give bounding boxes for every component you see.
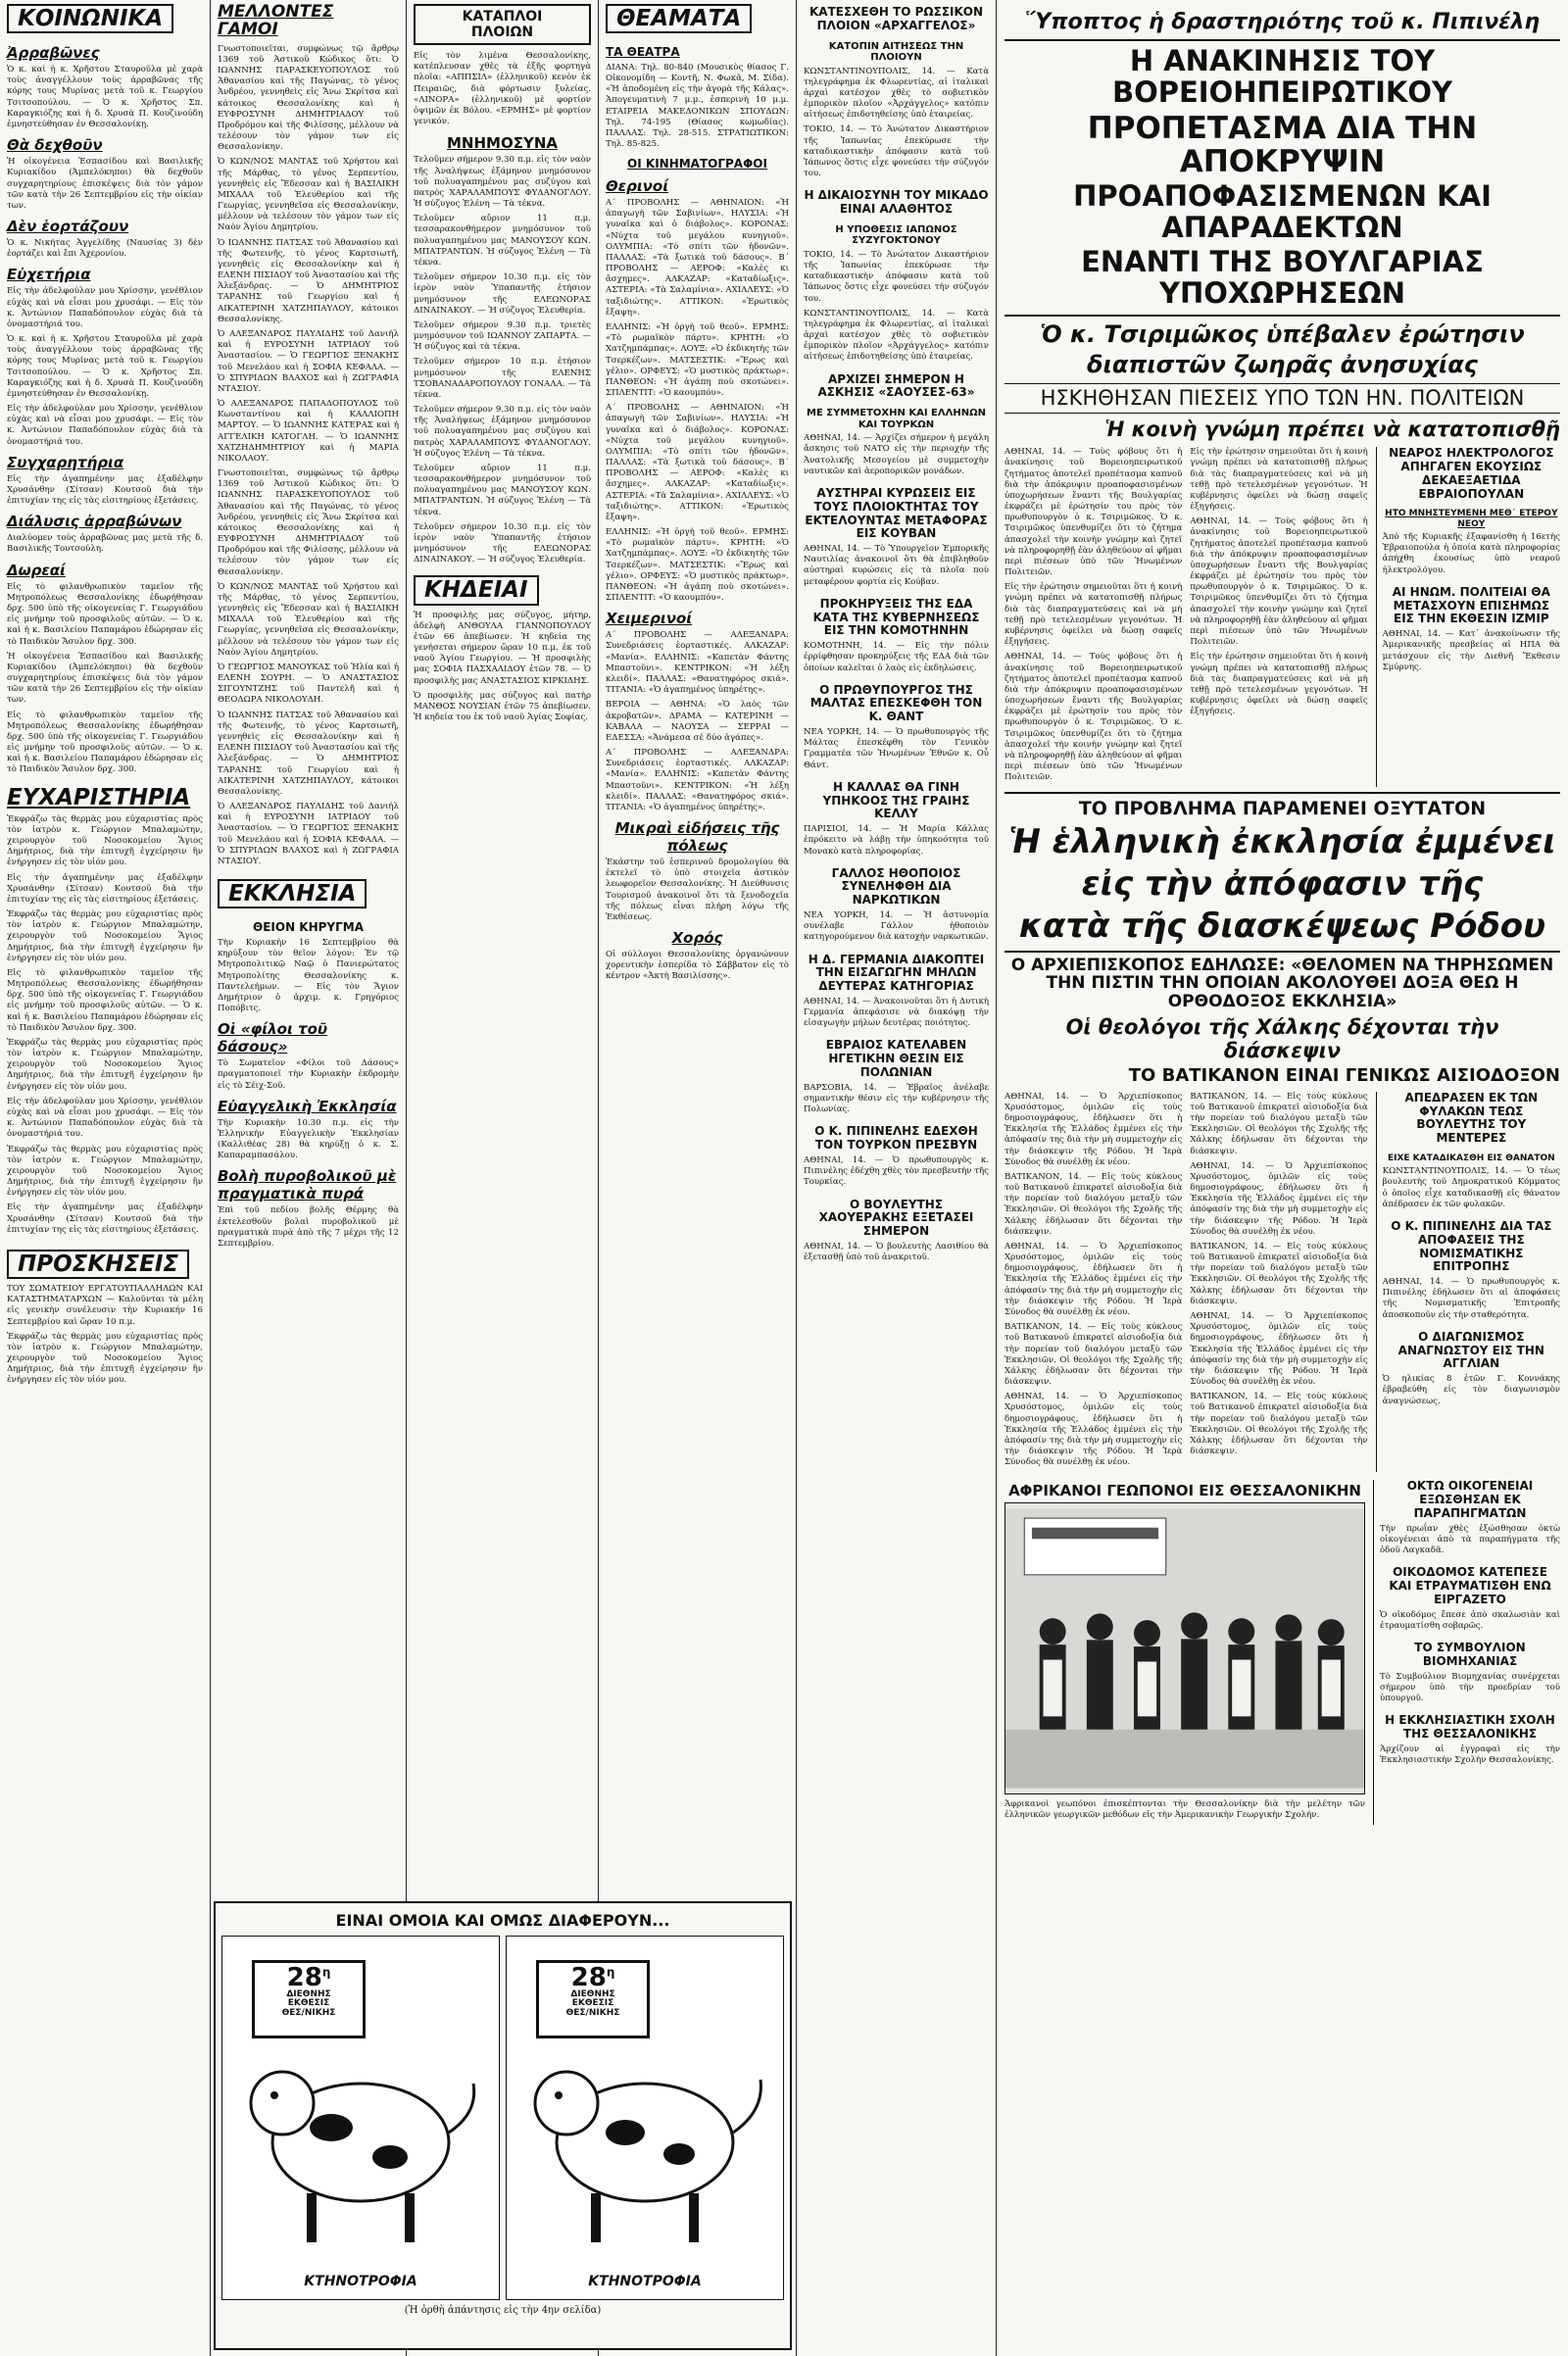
church-body-left xyxy=(1004,1092,1182,1473)
city-news-text: Ἐκάστην τοῦ ἑσπερινοῦ δρομολογίου θὰ ἐκτελεῖ τὸ ὑπὸ στοιχεῖα ἀστικὸν λεωφορεῖον Θεσσαλονίκης. Ἡ Διεύθυνσις Τουρισμοῦ ἀνακοινοῖ ὅτι τὰ ξενοδοχεῖα τῆς πόλεως εἶναι πλήρη λόγω τῆς Ἐκθέσεως. xyxy=(606,858,789,922)
church-headline-line: Ἡ ἑλληνικὴ ἐκκλησία ἐμμένει xyxy=(1008,822,1556,862)
fair-badge-number: $28^\eta$ xyxy=(570,1962,615,1992)
church-body-text: ΑΘΗΝΑΙ, 14. — Ὁ Ἀρχιεπίσκοπος Χρυσόστομος, ὁμιλῶν εἰς τοὺς δημοσιογράφους, ἐδήλωσεν ὅτι ἡ Ἐκκλησία τῆς Ἑλλάδος ἐμμένει εἰς τὴν ἀπόφασίν της διὰ τὴν μὴ συμμετοχὴν εἰς τὴν διάσκεψιν τῆς Ρόδου. Ἡ Ἱερὰ Σύνοδος θὰ συνέλθῃ ἐκ νέου. xyxy=(1004,1392,1183,1468)
dance-text: Οἱ σύλλογοι Θεσσαλονίκης ὀργανώνουν χορευτικὴν ἑσπερίδα τὸ Σάββατον εἰς τὸ κέντρον «Ἀκτὴ Βασιλίσσης». xyxy=(606,950,789,982)
winter-cinemas-heading: Χειμερινοί xyxy=(606,610,693,628)
wishes-text: Εἰς τὴν ἀδελφούλαν μου Χρίσσην, γενέθλιον εὐχὰς καὶ νὰ εἶσαι μου χρυσάφι. — Εἰς τὸν κ. Ἀντώνιον Παπαδόπουλον εὐχὰς διὰ τὰ ὀνομαστήριά του. xyxy=(7,286,203,329)
summer-cinemas-text: Α΄ ΠΡΟΒΟΛΗΣ — ΑΘΗΝΑΙΟΝ: «Ἡ ἀπαγωγὴ τῶν Σαβινίων». ΗΛΥΣΙΑ: «Ἡ γυναῖκα καὶ ὁ διάβολος». ΚΟΡΟΝΑΣ: «Νύχτα τοῦ μεγάλου κυνηγιοῦ». ΟΛΥΜΠΙΑ: «Τὸ σπίτι τῶν ἠδονῶν». ΠΑΛΛΑΣ: «Τὰ ξωτικὰ τοῦ δάσους». Β΄ ΠΡΟΒΟΛΗΣ — ΑΕΡΟΦ: «Καλὲς κι ἄσχημες». ΑΛΚΑΖΑΡ: «Καταδίωξις». ΑΣΤΕΡΙΑ: «Τὰ Σαλαμίνια». ΑΧΙΛΛΕΥΣ: «Ὁ ταξιδιώτης». ΑΤΤΙΚΟΝ: «Ἐρωτικὸς ἔξαψη». xyxy=(606,403,789,522)
headline: Η Δ. ΓΕΡΜΑΝΙΑ ΔΙΑΚΟΠΤΕΙ ΤΗΝ ΕΙΣΑΓΩΓΗΝ ΜΗΛΩΝ ΔΕΥΤΕΡΑΣ ΚΑΤΗΓΟΡΙΑΣ xyxy=(808,952,985,994)
side-text: Ἀρχίζουν αἱ ἐγγραφαὶ εἰς τὴν Ἐκκλησιαστικὴν Σχολὴν Θεσσαλονίκης. xyxy=(1380,1743,1560,1765)
weddings-text: Ὁ ΚΩΝ/ΝΟΣ ΜΑΝΤΑΣ τοῦ Χρήστου καὶ τῆς Μάρθας, τὸ γένος Σερπεντίου, γεννηθεὶς εἰς Ἔδεσσαν καὶ ἡ ΒΑΣΙΛΙΚΗ ΜΙΧΑΛΑ τοῦ Ἐλευθερίου καὶ τῆς Γεωργίας, γεννηθεῖσα εἰς Θεσσαλονίκην, μέλλουν νὰ τελέσουν τὸν γάμον των εἰς Ναὸν Ἁγίου Δημητρίου. xyxy=(218,581,399,658)
friends-text: Τὸ Σωματεῖον «Φίλοι τοῦ Δάσους» πραγματοποιεῖ τὴν Κυριακὴν ἐκδρομὴν εἰς τὸ Σέιχ-Σοῦ. xyxy=(218,1058,399,1091)
wishes-text: Εἰς τὴν ἀδελφούλαν μου Χρίσσην, γενέθλιον εὐχὰς καὶ νὰ εἶσαι μου χρυσάφι. — Εἰς τὸν κ. Ἀντώνιον Παπαδόπουλον εὐχὰς διὰ τὰ ὀνομαστήριά του. xyxy=(7,404,203,447)
headline: Ο Κ. ΠΙΠΙΝΕΛΗΣ ΕΔΕΧΘΗ ΤΟΝ ΤΟΥΡΚΟΝ ΠΡΕΣΒΥΝ xyxy=(814,1124,978,1153)
thanks-text: Εἰς τὸ φιλανθρωπικὸν ταμεῖον τῆς Μητροπόλεως Θεσσαλονίκης ἐδωρήθησαν δρχ. 500 ὑπὸ τῆς οἰκογενείας Γ. Γεωργιάδου εἰς μνήμην τοῦ προσφιλοῦς αὐτῶν. — Ὁ κ. καὶ ἡ κ. Βασιλείου Παπαμάρου ἐδώρησαν εἰς τὸ Παιδικὸν Ἄσυλον δρχ. 300. xyxy=(7,967,203,1033)
lead-body-middle xyxy=(1190,447,1367,787)
lead-subheadline: ΗΣΚΗΘΗΣΑΝ ΠΙΕΣΕΙΣ ΥΠΟ ΤΩΝ ΗΝ. ΠΟΛΙΤΕΙΩΝ xyxy=(1004,383,1560,414)
lead-body-text: ΑΘΗΝΑΙ, 14. — Τοὺς φόβους ὅτι ἡ ἀνακίνησις τοῦ Βορειοηπειρωτικοῦ ζητήματος ἀποτελεῖ προπέτασμα καπνοῦ διὰ τὴν ἀπόκρυψιν προαποφασισμένων ὑποχωρήσεων ἔναντι τῆς Βουλγαρίας ἐκφράζει μὲ ἐρώτησίν του πρὸς τὸν πρωθυπουργὸν ὁ κ. Τσιριμῶκος. Ὁ κ. Τσιριμῶκος ὑπενθυμίζει ὅτι τὸ ζήτημα ἀπασχολεῖ τὴν κοινὴν γνώμην καὶ ζητεῖ νὰ πληροφορηθῇ ἐὰν ἀληθεύουν αἱ φῆμαι περὶ πιέσεων ὑπὸ τῶν Ἡνωμένων Πολιτειῶν. xyxy=(1004,652,1183,783)
shooting-heading: Βολὴ πυροβολικοῦ μὲ πραγματικὰ πυρά xyxy=(218,1167,397,1203)
memorial-heading: ΜΝΗΜΟΣΥΝΑ xyxy=(447,134,558,153)
side-headline: Ο Κ. ΠΙΠΙΝΕΛΗΣ ΔΙΑ ΤΑΣ ΑΠΟΦΑΣΕΙΣ ΤΗΣ ΝΟΜΙΣΜΑΤΙΚΗΣ ΕΠΙΤΡΟΠΗΣ xyxy=(1391,1218,1552,1274)
breakup-heading: Διάλυσις ἀρραβώνων xyxy=(7,513,182,531)
weddings-text: Ὁ ΙΩΑΝΝΗΣ ΠΑΤΣΑΣ τοῦ Ἀθανασίου καὶ τῆς Φωτεινῆς, τὸ γένος Καρτσιωτῆ, γεννηθεὶς εἰς Θεσσαλονίκην καὶ ἡ ΕΛΕΝΗ ΠΙΣΙΔΟΥ τοῦ Ἀναστασίου καὶ τῆς Ἀλεξάνδρας. — Ὁ ΔΗΜΗΤΡΙΟΣ ΤΑΡΑΝΗΣ τοῦ Γεωργίου καὶ ἡ ΑΙΚΑΤΕΡΙΝΗ ΧΑΤΖΗΠΑΥΛΟΥ, κάτοικοι Θεσσαλονίκης. xyxy=(218,710,399,797)
fair-badge-line: ΔΙΕΘΝΗΣ xyxy=(570,1988,615,1999)
summer-cinemas-text: Α΄ ΠΡΟΒΟΛΗΣ — ΑΘΗΝΑΙΟΝ: «Ἡ ἀπαγωγὴ τῶν Σαβινίων». ΗΛΥΣΙΑ: «Ἡ γυναῖκα καὶ ὁ διάβολος». ΚΟΡΟΝΑΣ: «Νύχτα τοῦ μεγάλου κυνηγιοῦ». ΟΛΥΜΠΙΑ: «Τὸ σπίτι τῶν ἠδονῶν». ΠΑΛΛΑΣ: «Τὰ ξωτικὰ τοῦ δάσους». Β΄ ΠΡΟΒΟΛΗΣ — ΑΕΡΟΦ: «Καλὲς κι ἄσχημες». ΑΛΚΑΖΑΡ: «Καταδίωξις». ΑΣΤΕΡΙΑ: «Τὰ Σαλαμίνια». ΑΧΙΛΛΕΥΣ: «Ὁ ταξιδιώτης». ΑΤΤΙΚΟΝ: «Ἐρωτικὸς ἔξαψη». xyxy=(606,198,789,318)
column-social xyxy=(0,0,210,2356)
photo-caption: Ἀφρικανοὶ γεωπόνοι ἐπισκέπτονται τὴν Θεσσαλονίκην διὰ τὴν μελέτην τῶν ἑλληνικῶν γεωργικῶν μεθόδων εἰς τὴν Ἀμερικανικὴν Γεωργικὴν Σχολήν. xyxy=(1004,1798,1365,1821)
section-title-funerals: ΚΗΔΕΙΑΙ xyxy=(414,575,539,605)
lead-headline-line: Η ΑΝΑΚΙΝΗΣΙΣ ΤΟΥ ΒΟΡΕΙΟΗΠΕΙΡΩΤΙΚΟΥ xyxy=(1111,44,1452,110)
article-text: ΠΑΡΙΣΙΟΙ, 14. — Ἡ Μαρία Κάλλας ἐπρόκειτο νὰ λάβῃ τὴν ὑπηκοότητα τοῦ Μονακὸ κατὰ πληροφορίας. xyxy=(804,824,989,857)
congrats-heading: Συγχαρητήρια xyxy=(7,453,124,471)
memorial-text: Τελοῦμεν αὔριον 11 π.μ. τεσσαρακονθήμερον μνημόσυνον τοῦ πολυαγαπημένου μας ΜΑΝΟΥΣΟΥ ΚΩΝ. ΜΠΑΤΡΑΝΤΩΝ. Ἡ σύζυγος Ἑλένη — Τὰ τέκνα. xyxy=(414,214,591,268)
memorial-text: Τελοῦμεν σήμερον 10.30 π.μ. εἰς τὸν ἱερὸν ναὸν Ὑπαπαντῆς ἐτήσιον μνημόσυνον τῆς ΕΛΕΩΝΟΡΑΣ ΔΙΝΑΙΝΑΚΟΥ. — Ἡ σύζυγος Ἐλευθερία. xyxy=(414,272,591,316)
memorial-text: Τελοῦμεν σήμερον 10 π.μ. ἐτήσιον μνημόσυνον τῆς ΕΛΕΝΗΣ ΤΣΟΒΑΝΑΔΑΡΟΠΟΥΛΟΥ ΓΟΝΑΛΑ. — Τὰ τέκνα. xyxy=(414,357,591,400)
photo-story xyxy=(1004,1480,1365,1825)
side-text: ΑΘΗΝΑΙ, 14. — Κατ᾽ ἀνακοίνωσιν τῆς Ἀμερικανικῆς πρεσβείας αἱ ΗΠΑ θὰ μετάσχουν εἰς τὴν Διεθνῆ Ἔκθεσιν Σμύρνης. xyxy=(1382,629,1560,672)
thanks-text: Ἐκφράζω τὰς θερμὰς μου εὐχαριστίας πρὸς τὸν ἰατρὸν κ. Γεώργιον Μπαλαμώτην, χειρουργὸν τοῦ Νοσοκομείου Ἅγιος Δημήτριος, διὰ τὴν ἐπιτυχῆ ἐγχείρησιν ἣν ἐνήργησεν εἰς τὸν υἱόν μου. xyxy=(7,1144,203,1199)
lead-subheadline: Ὁ κ. Τσιριμῶκος ὑπέβαλεν ἐρώτησιν xyxy=(1040,319,1525,348)
headline: Ο ΒΟΥΛΕΥΤΗΣ ΧΑΟΥΕΡΑΚΗΣ ΕΞΕΤΑΣΕΙ ΣΗΜΕΡΟΝ xyxy=(818,1197,974,1239)
side-text: ΑΘΗΝΑΙ, 14. — Ὁ πρωθυπουργὸς κ. Πιπινέλης ἐδήλωσεν ὅτι αἱ ἀποφάσεις τῆς Νομισματικῆς Ἐπιτροπῆς ἀποσκοποῦν εἰς τὴν σταθερότητα. xyxy=(1382,1277,1560,1320)
lead-subheadline: Ἡ κοινὴ γνώμη πρέπει νὰ κατατοπισθῇ xyxy=(1104,417,1560,442)
ship-arrivals-label: ΚΑΤΑΠΛΟΙ xyxy=(462,9,543,25)
divider xyxy=(1004,792,1560,794)
article-text: ΚΩΝΣΤΑΝΤΙΝΟΥΠΟΛΙΣ, 14. — Κατὰ τηλεγράφημα ἐκ Φλωρεντίας, αἱ ἰταλικαὶ ἀρχαὶ κατέσχον χθὲς τὸ σοβιετικὸν ἐμπορικὸν πλοῖον «Ἀρχάγγελος» κατόπιν αἰτήσεως ἐπιδοτηθείσης ὑπὸ ἑταιρείας. xyxy=(804,66,989,121)
lead-headline-line: ΕΝΑΝΤΙ ΤΗΣ ΒΟΥΛΓΑΡΙΑΣ ΥΠΟΧΩΡΗΣΕΩΝ xyxy=(1081,245,1484,310)
dance-heading: Χορός xyxy=(671,929,723,948)
article-text: ΤΟΚΙΟ, 14. — Τὸ Ἀνώτατον Δικαστήριον τῆς Ἰαπωνίας ἐπεκύρωσε τὴν καταδικαστικὴν ἀπόφασιν κατὰ τοῦ Ἰάπωνος ὅστις εἶχε φονεύσει τὴν σύζυγόν του. xyxy=(804,249,989,304)
side-headline: Η ΕΚΚΛΗΣΙΑΣΤΙΚΗ ΣΧΟΛΗ ΤΗΣ ΘΕΣΣΑΛΟΝΙΚΗΣ xyxy=(1385,1713,1555,1741)
fair-badge-line: ΘΕΣ/ΝΙΚΗΣ xyxy=(281,2008,336,2019)
church-subheadline: ΤΟ ΒΑΤΙΚΑΝΟΝ ΕΙΝΑΙ ΓΕΝΙΚΩΣ ΑΙΣΙΟΔΟΞΟΝ xyxy=(1128,1064,1560,1086)
winter-cinemas-text: Α΄ ΠΡΟΒΟΛΗΣ — ΑΛΕΞΑΝΔΡΑ: Συνεδριάσεις ἑορταστικές. ΑΛΚΑΖΑΡ: «Μανία». ΕΛΛΗΝΙΣ: «Καπετὰν Φάντης Μπαστοῦνι». ΚΕΝΤΡΙΚΟΝ: «Ἡ λέξη κλειδί». ΠΑΛΛΑΣ: «Θανατηφόρος σκιά». ΤΙΤΑΝΙΑ: «Ὁ ἀγαπημένος ὑπηρέτης». xyxy=(606,630,789,696)
side-headline: ΟΚΤΩ ΟΙΚΟΓΕΝΕΙΑΙ ΕΞΩΣΘΗΣΑΝ ΕΚ ΠΑΡΑΠΗΓΜΑΤΩΝ xyxy=(1406,1479,1534,1520)
subheadline: Η ΥΠΟΘΕΣΙΣ ΙΑΠΩΝΟΣ ΣΥΖΥΓΟΚΤΟΝΟΥ xyxy=(835,223,957,247)
weddings-text: Γνωστοποιεῖται, συμφώνως τῷ ἄρθρῳ 1369 τοῦ Ἀστικοῦ Κώδικος ὅτι: Ὁ ΙΩΑΝΝΗΣ ΠΑΡΑΣΚΕΥΟΠΟΥΛΟΣ τοῦ Ἀθανασίου καὶ τῆς Παγώνας, τὸ γένος Ἀνδρέου, γεννηθεὶς εἰς Ἄνω Σκρίτσα καὶ κάτοικος Θεσσαλονίκης καὶ ἡ ΕΥΦΡΟΣΥΝΗ ΔΗΜΗΤΡΙΑΔΟΥ τοῦ Προδρόμου καὶ τῆς Φιλίσσης, μέλλουν νὰ τελέσουν τὸν γάμον των εἰς Θεσσαλονίκην. xyxy=(218,43,399,153)
lead-side-boxes xyxy=(1376,447,1560,787)
side-subheadline: ΕΙΧΕ ΚΑΤΑΔΙΚΑΣΘΗ ΕΙΣ ΘΑΝΑΤΟΝ xyxy=(1387,1153,1555,1163)
side-headline: ΑΙ ΗΝΩΜ. ΠΟΛΙΤΕΙΑΙ ΘΑ ΜΕΤΑΣΧΟΥΝ ΕΠΙΣΗΜΩΣ ΕΙΣ ΤΗΝ ΕΚΘΕΣΙΝ ΙΖΜΙΡ xyxy=(1392,584,1550,626)
lead-subheadline: διαπιστῶν ζωηρᾶς ἀνησυχίας xyxy=(1087,351,1478,379)
city-news-heading: Μικραὶ εἰδήσεις τῆς πόλεως xyxy=(614,819,780,856)
announcements-text: Ἐκφράζω τὰς θερμὰς μου εὐχαριστίας πρὸς τὸν ἰατρὸν κ. Γεώργιον Μπαλαμώτην, χειρουργὸν τοῦ Νοσοκομείου Ἅγιος Δημήτριος, διὰ τὴν ἐπιτυχῆ ἐγχείρησιν ἣν ἐνήργησεν εἰς τὸν υἱόν μου. xyxy=(7,1331,203,1386)
article-text: ΤΟΚΙΟ, 14. — Τὸ Ἀνώτατον Δικαστήριον τῆς Ἰαπωνίας ἐπεκύρωσε τὴν καταδικαστικὴν ἀπόφασιν κατὰ τοῦ Ἰάπωνος ὅστις εἶχε φονεύσει τὴν σύζυγόν του. xyxy=(804,124,989,179)
church-body-text: ΒΑΤΙΚΑΝΟΝ, 14. — Εἰς τοὺς κύκλους τοῦ Βατικανοῦ ἐπικρατεῖ αἰσιοδοξία διὰ τὴν πορείαν τοῦ διαλόγου μεταξὺ τῶν Ἐκκλησιῶν. Οἱ θεολόγοι τῆς Σχολῆς τῆς Χάλκης ἐδήλωσαν ὅτι δέχονται τὴν διάσκεψιν. xyxy=(1190,1091,1368,1156)
headline: Ο ΠΡΩΘΥΠΟΥΡΓΟΣ ΤΗΣ ΜΑΛΤΑΣ ΕΠΕΣΚΕΦΘΗ ΤΟΝ Κ. ΘΑΝΤ xyxy=(809,682,983,724)
thanks-text: Εἰς τὴν ἀδελφούλαν μου Χρίσσην, γενέθλιον εὐχὰς καὶ νὰ εἶσαι μου χρυσάφι. — Εἰς τὸν κ. Ἀντώνιον Παπαδόπουλον εὐχὰς διὰ τὰ ὀνομαστήριά του. xyxy=(7,1096,203,1140)
evangel-text: Τὴν Κυριακὴν 10.30 π.μ. εἰς τὴν Ἑλληνικὴν Εὐαγγελικὴν Ἐκκλησίαν (Καλλιθέας 28) θὰ κηρύξῃ ὁ κ. Σ. Καπαραμπασάλου. xyxy=(218,1117,399,1161)
memorial-text: Τελοῦμεν αὔριον 11 π.μ. τεσσαρακονθήμερον μνημόσυνον τοῦ πολυαγαπημένου μας ΜΑΝΟΥΣΟΥ ΚΩΝ. ΜΠΑΤΡΑΝΤΩΝ. Ἡ σύζυγος Ἑλένη — Τὰ τέκνα. xyxy=(414,463,591,517)
headline: ΑΡΧΙΖΕΙ ΣΗΜΕΡΟΝ Η ΑΣΚΗΣΙΣ «ΣΑΟΥΣΕΣ-63» xyxy=(817,371,975,400)
weddings-text: Ὁ ΑΛΕΞΑΝΔΡΟΣ ΠΑΠΑΔΟΠΟΥΛΟΣ τοῦ Κωνσταντίνου καὶ ἡ ΚΑΛΛΙΟΠΗ ΜΑΡΤΟΥ. — Ὁ ΙΩΑΝΝΗΣ ΚΑΤΕΡΑΣ καὶ ἡ ΑΓΓΕΛΙΚΗ ΚΑΤΟΓΛΗ. — Ὁ ΙΩΑΝΝΗΣ ΧΑΤΖΗΔΗΜΗΤΡΙΟΥ καὶ ἡ ΜΑΡΙΑ ΝΙΚΟΛΑΟΥ. xyxy=(218,399,399,464)
cartoon-label-right: ΚΤΗΝΟΤΡΟΦΙΑ xyxy=(588,2273,702,2289)
side-headline: Ο ΔΙΑΓΩΝΙΣΜΟΣ ΑΝΑΓΝΩΣΤΟΥ ΕΙΣ ΤΗΝ ΑΓΓΛΙΑΝ xyxy=(1397,1329,1544,1371)
wishes-heading: Εὐχετήρια xyxy=(7,266,91,284)
cartoon-title: ΕΙΝΑΙ ΟΜΟΙΑ ΚΑΙ ΟΜΩΣ ΔΙΑΦΕΡΟΥΝ... xyxy=(335,1911,670,1930)
church-body-text: ΑΘΗΝΑΙ, 14. — Ὁ Ἀρχιεπίσκοπος Χρυσόστομος, ὁμιλῶν εἰς τοὺς δημοσιογράφους, ἐδήλωσεν ὅτι ἡ Ἐκκλησία τῆς Ἑλλάδος ἐμμένει εἰς τὴν ἀπόφασίν της διὰ τὴν μὴ συμμετοχὴν εἰς τὴν διάσκεψιν τῆς Ρόδου. Ἡ Ἱερὰ Σύνοδος θὰ συνέλθῃ ἐκ νέου. xyxy=(1004,1091,1183,1167)
headline: ΓΑΛΛΟΣ ΗΘΟΠΟΙΟΣ ΣΥΝΕΛΗΦΘΗ ΔΙΑ ΝΑΡΚΩΤΙΚΩΝ xyxy=(831,865,961,908)
theatres-heading: ΤΑ ΘΕΑΤΡΑ xyxy=(606,45,680,60)
headline: Η ΚΑΛΛΑΣ ΘΑ ΓΙΝΗ ΥΠΗΚΟΟΣ ΤΗΣ ΓΡΑΙΗΣ ΚΕΛΛΥ xyxy=(822,779,970,821)
congrats-text: Εἰς τὴν ἀγαπημένην μας ἐξαδέλφην Χρυσάνθην (Σίτσαν) Κουτσοῦ διὰ τὴν ἐπιτυχίαν της εἰς τὰς εἰσιτηρίους ἐξετάσεις. xyxy=(7,473,203,507)
gifts-heading: Δωρεαί xyxy=(7,561,66,579)
theatres-text: ΔΙΑΝΑ: Τηλ. 80-840 (Μουσικὸς θίασος Γ. Οἰκονομίδη — Κοντῆ, Ν. Φωκᾶ, Μ. Σίδα). «Ἡ ἀποδομένη εἰς τὴν ἀγορὰ τῆς Κάλας». Ἀπογευματινὴ 7 μ.μ., ἑσπερινὴ 10 μ.μ. ΕΤΑΙΡΕΙΑ ΜΑΚΕΔΟΝΙΚΩΝ ΣΠΟΥΔΩΝ: Τηλ. 74-195 (Θίασος κωμωδίας). ΠΑΛΛΑΣ: Τηλ. 28-515. ΣΤΡΑΤΙΩΤΙΚΟΝ: Τηλ. 85-825. xyxy=(606,62,789,150)
gifts-text: Εἰς τὸ φιλανθρωπικὸν ταμεῖον τῆς Μητροπόλεως Θεσσαλονίκης ἐδωρήθησαν δρχ. 500 ὑπὸ τῆς οἰκογενείας Γ. Γεωργιάδου εἰς μνήμην τοῦ προσφιλοῦς αὐτῶν. — Ὁ κ. καὶ ἡ κ. Βασιλείου Παπαμάρου ἐδώρησαν εἰς τὸ Παιδικὸν Ἄσυλον δρχ. 300. xyxy=(7,710,203,775)
article-text: ΑΘΗΝΑΙ, 14. — Τὸ Ὑπουργεῖον Ἐμπορικῆς Ναυτιλίας ἀνακοινοῖ ὅτι θὰ ἐπιβληθοῦν αὐστηραὶ κυρώσεις εἰς τὰ πλοῖα ποὺ μεταφέρουν φορτία εἰς Κούβαν. xyxy=(804,544,989,587)
church-body-text: ΒΑΤΙΚΑΝΟΝ, 14. — Εἰς τοὺς κύκλους τοῦ Βατικανοῦ ἐπικρατεῖ αἰσιοδοξία διὰ τὴν πορείαν τοῦ διαλόγου μεταξὺ τῶν Ἐκκλησιῶν. Οἱ θεολόγοι τῆς Σχολῆς τῆς Χάλκης ἐδήλωσαν ὅτι δέχονται τὴν διάσκεψιν. xyxy=(1190,1241,1368,1306)
divider xyxy=(1004,39,1560,41)
side-subheadline: ΗΤΟ ΜΝΗΣΤΕΥΜΕΝΗ ΜΕΘ᾽ ΕΤΕΡΟΥ ΝΕΟΥ xyxy=(1385,509,1558,529)
fair-badge-line: ΕΚΘΕΣΙΣ xyxy=(287,1998,330,2009)
church-body-split xyxy=(1004,1092,1560,1473)
side-headline: ΟΙΚΟΔΟΜΟΣ ΚΑΤΕΠΕΣΕ ΚΑΙ ΕΤΡΑΥΜΑΤΙΣΘΗ ΕΝΩ ΕΙΡΓΑΖΕΤΟ xyxy=(1389,1565,1551,1606)
thanks-text: Εἰς τὴν ἀγαπημένην μας ἐξαδέλφην Χρυσάνθην (Σίτσαν) Κουτσοῦ διὰ τὴν ἐπιτυχίαν της εἰς τὰς εἰσιτηρίους ἐξετάσεις. xyxy=(7,1203,203,1235)
lead-body-text: Εἰς τὴν ἐρώτησιν σημειοῦται ὅτι ἡ κοινὴ γνώμη πρέπει νὰ κατατοπισθῇ πλήρως διὰ τὰς διαπραγματεύσεις καὶ νὰ μὴ τεθῇ πρὸ τετελεσμένων γεγονότων. Ἡ κυβέρνησις ὀφείλει νὰ δώσῃ σαφεῖς ἐξηγήσεις. xyxy=(1004,582,1183,648)
reception-heading: Θὰ δεχθοῦν xyxy=(7,136,103,155)
fair-badge-line: ΘΕΣ/ΝΙΚΗΣ xyxy=(565,2008,620,2019)
memorial-text: Τελοῦμεν σήμερον 9.30 π.μ. εἰς τὸν ναὸν τῆς Ἀναλήψεως ἐξάμηνον μνημόσυνον τοῦ πολυαγαπημένου μας συζύγου καὶ πατρὸς ΧΑΡΑΛΑΜΠΟΥΣ ΦΥΔΑΝΟΓΛΟΥ. Ἡ σύζυγος Ἑλένη — Τὰ τέκνα. xyxy=(414,405,591,459)
church-kicker: ΤΟ ΠΡΟΒΛΗΜΑ ΠΑΡΑΜΕΝΕΙ ΟΞΥΤΑΤΟΝ xyxy=(1078,798,1487,820)
divider xyxy=(1004,315,1560,317)
weddings-text: Ὁ ΚΩΝ/ΝΟΣ ΜΑΝΤΑΣ τοῦ Χρήστου καὶ τῆς Μάρθας, τὸ γένος Σερπεντίου, γεννηθεὶς εἰς Ἔδεσσαν καὶ ἡ ΒΑΣΙΛΙΚΗ ΜΙΧΑΛΑ τοῦ Ἐλευθερίου καὶ τῆς Γεωργίας, γεννηθεῖσα εἰς Θεσσαλονίκην, μέλλουν νὰ τελέσουν τὸν γάμον των εἰς Ναὸν Ἁγίου Δημητρίου. xyxy=(218,157,399,233)
fair-badge xyxy=(252,1960,366,2038)
headline: ΠΡΟΚΗΡΥΞΕΙΣ ΤΗΣ ΕΔΑ ΚΑΤΑ ΤΗΣ ΚΥΒΕΡΝΗΣΕΩΣ ΕΙΣ ΤΗΝ ΚΟΜΟΤΗΝΗΝ xyxy=(812,596,980,638)
church-subheadline: Οἱ θεολόγοι τῆς Χάλκης δέχονται τὴν διάσκεψιν xyxy=(1065,1014,1499,1062)
section-title-weddings: ΜΕΛΛΟΝΤΕΣ ΓΑΜΟΙ xyxy=(218,2,334,39)
summer-cinemas-heading: Θερινοί xyxy=(606,177,669,196)
side-text: Ὁ οἰκοδόμος ἔπεσε ἀπὸ σκαλωσιὰν καὶ ἐτραυματίσθη σοβαρῶς. xyxy=(1380,1609,1560,1631)
headline: ΚΑΤΕΣΧΕΘΗ ΤΟ ΡΩΣΣΙΚΟΝ ΠΛΟΙΟΝ «ΑΡΧΑΓΓΕΛΟΣ» xyxy=(809,5,983,32)
announcements-text: ΤΟΥ ΣΩΜΑΤΕΙΟΥ ΕΡΓΑΤΟΥΠΑΛΛΗΛΩΝ ΚΑΙ ΚΑΤΑΣΤΗΜΑΤΑΡΧΩΝ — Καλοῦνται τὰ μέλη εἰς γενικὴν συνέλευσιν τὴν Κυριακήν 16 Σεπτεμβρίου καὶ ὥραν 10 π.μ. xyxy=(7,1284,203,1327)
fair-badge-line: ΔΙΕΘΝΗΣ xyxy=(286,1988,331,1999)
friends-heading: Οἱ «φίλοι τοῦ δάσους» xyxy=(218,1020,328,1056)
thanks-text: Ἐκφράζω τὰς θερμὰς μου εὐχαριστίας πρὸς τὸν ἰατρὸν κ. Γεώργιον Μπαλαμώτην, χειρουργὸν τοῦ Νοσοκομείου Ἅγιος Δημήτριος, διὰ τὴν ἐπιτυχῆ ἐγχείρησιν ἣν ἐνήργησεν εἰς τὸν υἱόν μου. xyxy=(7,909,203,963)
church-body-text: ΑΘΗΝΑΙ, 14. — Ὁ Ἀρχιεπίσκοπος Χρυσόστομος, ὁμιλῶν εἰς τοὺς δημοσιογράφους, ἐδήλωσεν ὅτι ἡ Ἐκκλησία τῆς Ἑλλάδος ἐμμένει εἰς τὴν ἀπόφασίν της διὰ τὴν μὴ συμμετοχὴν εἰς τὴν διάσκεψιν τῆς Ρόδου. Ἡ Ἱερὰ Σύνοδος θὰ συνέλθῃ ἐκ νέου. xyxy=(1190,1310,1368,1388)
section-title-church: ΕΚΚΛΗΣΙΑ xyxy=(218,879,367,908)
church-body-text: ΒΑΤΙΚΑΝΟΝ, 14. — Εἰς τοὺς κύκλους τοῦ Βατικανοῦ ἐπικρατεῖ αἰσιοδοξία διὰ τὴν πορείαν τοῦ διαλόγου μεταξὺ τῶν Ἐκκλησιῶν. Οἱ θεολόγοι τῆς Σχολῆς τῆς Χάλκης ἐδήλωσαν ὅτι δέχονται τὴν διάσκεψιν. xyxy=(1004,1171,1183,1237)
engagements-heading: Ἀρραβῶνες xyxy=(7,44,100,63)
breakup-text: Διαλύομεν τοὺς ἀρραβῶνας μας μετὰ τῆς δ. Βασιλικῆς Τουτσούλη. xyxy=(7,533,203,555)
thanks-text: Ἐκφράζω τὰς θερμὰς μου εὐχαριστίας πρὸς τὸν ἰατρὸν κ. Γεώργιον Μπαλαμώτην, χειρουργὸν τοῦ Νοσοκομείου Ἅγιος Δημήτριος, διὰ τὴν ἐπιτυχῆ ἐγχείρησιν ἣν ἐνήργησεν εἰς τὸν υἱόν μου. xyxy=(7,813,203,868)
weddings-text: Ὁ ΙΩΑΝΝΗΣ ΠΑΤΣΑΣ τοῦ Ἀθανασίου καὶ τῆς Φωτεινῆς, τὸ γένος Καρτσιωτῆ, γεννηθεὶς εἰς Θεσσαλονίκην καὶ ἡ ΕΛΕΝΗ ΠΙΣΙΔΟΥ τοῦ Ἀναστασίου καὶ τῆς Ἀλεξάνδρας. — Ὁ ΔΗΜΗΤΡΙΟΣ ΤΑΡΑΝΗΣ τοῦ Γεωργίου καὶ ἡ ΑΙΚΑΤΕΡΙΝΗ ΧΑΤΖΗΠΑΥΛΟΥ, κάτοικοι Θεσσαλονίκης. xyxy=(218,237,399,324)
church-subheadline: Ο ΑΡΧΙΕΠΙΣΚΟΠΟΣ ΕΔΗΛΩΣΕ: «ΘΕΛΟΜΕΝ ΝΑ ΤΗΡΗΣΩΜΕΝ ΤΗΝ ΠΙΣΤΙΝ ΤΗΝ ΟΠΟΙΑΝ ΑΚΟΛΟΥΘΕΙ ΔΟΞΑ ΘΕΩ Η ΟΡΘΟΔΟΞΟΣ ΕΚΚΛΗΣΙΑ» xyxy=(1004,951,1560,1011)
side-text: ΚΩΝΣΤΑΝΤΙΝΟΥΠΟΛΙΣ, 14. — Ὁ τέως βουλευτὴς τοῦ Δημοκρατικοῦ Κόμματος ὁ ὁποῖος εἶχε καταδικασθῇ εἰς θάνατον ἀπέδρασεν ἐκ τῶν φυλακῶν. xyxy=(1382,1166,1560,1209)
thanks-text: Εἰς τὴν ἀγαπημένην μας ἐξαδέλφην Χρυσάνθην (Σίτσαν) Κουτσοῦ διὰ τὴν ἐπιτυχίαν της εἰς τὰς εἰσιτηρίους ἐξετάσεις. xyxy=(7,872,203,905)
summer-cinemas-text: ΕΛΛΗΝΙΣ: «Ἡ ὀργὴ τοῦ θεοῦ». ΕΡΜΗΣ: «Τὸ ρωμαϊκὸν πάρτυ». ΚΡΗΤΗ: «Ὁ Χατζημπάμπας». ΛΟΥΞ: «Ὁ ἐκδικητὴς τῶν Τσερκέζων». ΜΑΤΣΕΣΤΙΚ: «Ἔρως καὶ γέλιο». ΟΡΦΕΥΣ: «Ὁ μυστικὸς πράκτωρ». ΠΑΝΘΕΟΝ: «Ἡ ἀγάπη ποὺ σκοτώνει». ΣΠΛΕΝΤΙΤ: «Ὁ καουμπόυ». xyxy=(606,322,789,399)
wishes-text: Ὁ κ. καὶ ἡ κ. Χρῆστου Σταυροῦλα μὲ χαρὰ τοὺς ἀναγγέλλουν τοὺς ἀρραβῶνας τῆς κόρης τους Μυρίνας μετὰ τοῦ κ. Γεωργίου Τσιτσοπούλου. — Ὁ κ. Χρῆστος Σπ. Καραγκιόζης καὶ ἡ δ. Χρυσὰ Π. Κουζινούδη ἐμνηστεύθησαν ἐν Θεσσαλονίκῃ. xyxy=(7,334,203,399)
lead-body-text: ΑΘΗΝΑΙ, 14. — Τοὺς φόβους ὅτι ἡ ἀνακίνησις τοῦ Βορειοηπειρωτικοῦ ζητήματος ἀποτελεῖ προπέτασμα καπνοῦ διὰ τὴν ἀπόκρυψιν προαποφασισμένων ὑποχωρήσεων ἔναντι τῆς Βουλγαρίας ἐκφράζει μὲ ἐρώτησίν του πρὸς τὸν πρωθυπουργὸν ὁ κ. Τσιριμῶκος. Ὁ κ. Τσιριμῶκος ὑπενθυμίζει ὅτι τὸ ζήτημα ἀπασχολεῖ τὴν κοινὴν γνώμην καὶ ζητεῖ νὰ πληροφορηθῇ ἐὰν ἀληθεύουν αἱ φῆμαι περὶ πιέσεων ὑπὸ τῶν Ἡνωμένων Πολιτειῶν. xyxy=(1190,516,1368,648)
headline: ΕΒΡΑΙΟΣ ΚΑΤΕΛΑΒΕΝ ΗΓΕΤΙΚΗΝ ΘΕΣΙΝ ΕΙΣ ΠΟΛΩΝΙΑΝ xyxy=(825,1038,967,1080)
cartoon-panel-right xyxy=(506,1936,784,2300)
cartoon-label-left: ΚΤΗΝΟΤΡΟΦΙΑ xyxy=(304,2273,417,2289)
nameday-text: Ὁ κ. Νικήτας Ἀγγελίδης (Ναυσίας 3) δὲν ἑορτάζει καὶ ἔπι Ἀχερονίου. xyxy=(7,238,203,260)
headline: Η ΔΙΚΑΙΟΣΥΝΗ ΤΟΥ ΜΙΚΑΔΟ ΕΙΝΑΙ ΑΛΑΘΗΤΟΣ xyxy=(804,188,989,217)
evangel-heading: Εὐαγγελικὴ Ἐκκλησία xyxy=(218,1097,397,1115)
article-text: ΑΘΗΝΑΙ, 14. — Ὁ βουλευτὴς Λασιθίου θὰ ἐξετασθῇ ὑπὸ τοῦ ἀνακριτοῦ. xyxy=(804,1241,989,1263)
side-text: Τὸ Συμβούλιον Βιομηχανίας συνέρχεται σήμερον ὑπὸ τὴν προεδρίαν τοῦ ὑπουργοῦ. xyxy=(1380,1671,1560,1703)
side-headline: ΑΠΕΔΡΑΣΕΝ ΕΚ ΤΩΝ ΦΥΛΑΚΩΝ ΤΕΩΣ ΒΟΥΛΕΥΤΗΣ ΤΟΥ ΜΕΝΤΕΡΕΣ xyxy=(1404,1090,1539,1146)
cartoon-panels xyxy=(221,1936,784,2300)
headline: ΑΥΣΤΗΡΑΙ ΚΥΡΩΣΕΙΣ ΕΙΣ ΤΟΥΣ ΠΛΟΙΟΚΤΗΤΑΣ ΤΟΥ ΕΚΤΕΛΟΥΝΤΑΣ ΜΕΤΑΦΟΡΑΣ ΕΙΣ ΚΟΥΒΑΝ xyxy=(805,485,988,541)
shooting-text: Ἐπὶ τοῦ πεδίου βολῆς Θέρμης θὰ ἐκτελεσθοῦν βολαὶ πυροβολικοῦ μὲ πραγματικὰ πυρὰ ἀπὸ τῆς 7 μέχρι τῆς 12 Σεπτεμβρίου. xyxy=(218,1205,399,1249)
side-headline: ΝΕΑΡΟΣ ΗΛΕΚΤΡΟΛΟΓΟΣ ΑΠΗΓΑΓΕΝ ΕΚΟΥΣΙΩΣ ΔΕΚΑΕΞΑΕΤΙΔΑ ΕΒΡΑΙΟΠΟΥΛΑΝ xyxy=(1389,446,1554,501)
fair-badge xyxy=(536,1960,650,2038)
subheadline: ΚΑΤΟΠΙΝ ΑΙΤΗΣΕΩΣ ΤΗΝ ΠΛΟΙΟΥΝ xyxy=(828,40,964,64)
ship-arrivals-text: Εἰς τὸν λιμένα Θεσσαλονίκης, κατέπλευσαν χθὲς τὰ ἑξῆς φορτηγὰ πλοῖα: «ΑΠΠΣΙΛ» (ἑλληνικοῦ) κενὸν ἐκ Πειραιῶς, διὰ φόρτωσιν ξυλείας. «ΛΙΝΟΡΑ» (ἑλληνικοῦ) μὲ φορτίον ὀψιμῶν ἐκ Βόλου. «ΕΡΜΗΣ» μὲ φορτίον γενικόν. xyxy=(414,51,591,127)
photo-agronomists xyxy=(1004,1502,1365,1794)
section-title-thanks: ΕΥΧΑΡΙΣΤΗΡΙΑ xyxy=(7,784,191,810)
thanks-text: Ἐκφράζω τὰς θερμὰς μου εὐχαριστίας πρὸς τὸν ἰατρὸν κ. Γεώργιον Μπαλαμώτην, χειρουργὸν τοῦ Νοσοκομείου Ἅγιος Δημήτριος, διὰ τὴν ἐπιτυχῆ ἐγχείρησιν ἣν ἐνήργησεν εἰς τὸν υἱόν μου. xyxy=(7,1037,203,1092)
side-text: Ὁ ηλικίας 8 ἐτῶν Γ. Κοννάκης ἐβραβεύθη εἰς τὸν διαγωνισμὸν ἀναγνώσεως. xyxy=(1382,1374,1560,1406)
weddings-text: Ὁ ΑΛΕΞΑΝΔΡΟΣ ΠΑΥΛΙΔΗΣ τοῦ Δανιήλ καὶ ἡ ΕΥΡΟΣΥΝΗ ΙΑΤΡΙΔΟΥ τοῦ Ἀναστασίου. — Ὁ ΓΕΩΡΓΙΟΣ ΞΕΝΑΚΗΣ τοῦ Μενελάου καὶ ἡ ΣΟΦΙΑ ΚΕΦΑΛΑ. — Ὁ ΣΠΥΡΙΔΩΝ ΒΛΑΧΟΣ καὶ ἡ ΖΩΓΡΑΦΙΑ ΝΤΑΣΙΟΥ. xyxy=(218,328,399,394)
provinces-text: ΒΕΡΟΙΑ — ΑΘΗΝΑ: «Ὁ λαὸς τῶν ἀκροβατῶν». ΔΡΑΜΑ — ΚΑΤΕΡΙΝΗ — ΚΑΒΑΛΑ — ΝΑΟΥΣΑ — ΣΕΡΡΑΙ — ΕΔΕΣΣΑ: «Ἀνάμεσα σὲ δύο ἀγάπες». xyxy=(606,700,789,743)
church-body-text: ΒΑΤΙΚΑΝΟΝ, 14. — Εἰς τοὺς κύκλους τοῦ Βατικανοῦ ἐπικρατεῖ αἰσιοδοξία διὰ τὴν πορείαν τοῦ διαλόγου μεταξὺ τῶν Ἐκκλησιῶν. Οἱ θεολόγοι τῆς Σχολῆς τῆς Χάλκης ἐδήλωσαν ὅτι δέχονται τὴν διάσκεψιν. xyxy=(1004,1322,1183,1388)
weddings-text: Γνωστοποιεῖται, συμφώνως τῷ ἄρθρῳ 1369 τοῦ Ἀστικοῦ Κώδικος ὅτι: Ὁ ΙΩΑΝΝΗΣ ΠΑΡΑΣΚΕΥΟΠΟΥΛΟΣ τοῦ Ἀθανασίου καὶ τῆς Παγώνας, τὸ γένος Ἀνδρέου, γεννηθεὶς εἰς Ἄνω Σκρίτσα καὶ κάτοικος Θεσσαλονίκης καὶ ἡ ΕΥΦΡΟΣΥΝΗ ΔΗΜΗΤΡΙΑΔΟΥ τοῦ Προδρόμου καὶ τῆς Φιλίσσης, μέλλουν νὰ τελέσουν τὸν γάμον των εἰς Θεσσαλονίκην. xyxy=(218,468,399,577)
cartoon-caption: (Ἡ ὀρθὴ ἀπάντησις εἰς τὴν 4ην σελίδα) xyxy=(404,2304,602,2316)
reception-text: Ἡ οἰκογένεια Ἐσπασίδου καὶ Βασιλικῆς Κυριακίδου (Ἀμπελόκηποι) θὰ δεχθοῦν συγχαρητηρίους ἐπισκέψεις διὰ τὸν γάμον τῶν κατὰ τὴν 26 Σεπτεμβρίου εἰς τὴν οἰκίαν των. xyxy=(7,157,203,211)
group-photo-illustration xyxy=(1005,1503,1364,1793)
article-text: ΝΕΑ ΥΟΡΚΗ, 14. — Ἡ ἀστυνομία συνέλαβε Γάλλον ἠθοποιὸν κατηγορούμενον διὰ κατοχὴν ναρκωτικῶν. xyxy=(804,910,989,943)
church-text: Τὴν Κυριακὴν 16 Σεπτεμβρίου θὰ κηρύξουν τὸν θεῖον λόγον: Ἐν τῷ Μητροπολιτικῷ Ναῷ ὁ Πανιερώτατος Μητροπολίτης Θεσσαλονίκης κ. Παντελεήμων. — Εἰς τὸν Ἅγιον Δημήτριον ὁ ἀρχιμ. κ. Γρηγόριος Ποπόβιτς. xyxy=(218,938,399,1014)
church-headline-line: εἰς τὴν ἀπόφασιν τῆς xyxy=(1081,864,1484,905)
cartoon-panel-left xyxy=(221,1936,500,2300)
lead-body-split xyxy=(1004,447,1560,787)
lead-headline-line: ΠΡΟΑΠΟΦΑΣΙΣΜΕΝΩΝ ΚΑΙ ΑΠΑΡΑΔΕΚΤΩΝ xyxy=(1073,179,1492,245)
article-text: ΝΕΑ ΥΟΡΚΗ, 14. — Ὁ πρωθυπουργὸς τῆς Μάλτας ἐπεσκέφθη τὸν Γενικὸν Γραμματέα τῶν Ἡνωμένων Ἐθνῶν κ. Οὖ Θάντ. xyxy=(804,727,989,770)
lead-headline-line: ΠΡΟΠΕΤΑΣΜΑ ΔΙΑ ΤΗΝ ΑΠΟΚΡΥΨΙΝ xyxy=(1087,111,1478,180)
lead-body-text: Εἰς τὴν ἐρώτησιν σημειοῦται ὅτι ἡ κοινὴ γνώμη πρέπει νὰ κατατοπισθῇ πλήρως διὰ τὰς διαπραγματεύσεις καὶ νὰ μὴ τεθῇ πρὸ τετελεσμένων γεγονότων. Ἡ κυβέρνησις ὀφείλει νὰ δώσῃ σαφεῖς ἐξηγήσεις. xyxy=(1190,447,1368,513)
section-title-entertainment: ΘΕΑΜΑΤΑ xyxy=(606,4,752,33)
summer-cinemas-text: ΕΛΛΗΝΙΣ: «Ἡ ὀργὴ τοῦ θεοῦ». ΕΡΜΗΣ: «Τὸ ρωμαϊκὸν πάρτυ». ΚΡΗΤΗ: «Ὁ Χατζημπάμπας». ΛΟΥΞ: «Ὁ ἐκδικητὴς τῶν Τσερκέζων». ΜΑΤΣΕΣΤΙΚ: «Ἔρως καὶ γέλιο». ΟΡΦΕΥΣ: «Ὁ μυστικὸς πράκτωρ». ΠΑΝΘΕΟΝ: «Ἡ ἀγάπη ποὺ σκοτώνει». ΣΠΛΕΝΤΙΤ: «Ὁ καουμπόυ». xyxy=(606,527,789,604)
church-body-text: ΒΑΤΙΚΑΝΟΝ, 14. — Εἰς τοὺς κύκλους τοῦ Βατικανοῦ ἐπικρατεῖ αἰσιοδοξία διὰ τὴν πορείαν τοῦ διαλόγου μεταξὺ τῶν Ἐκκλησιῶν. Οἱ θεολόγοι τῆς Σχολῆς τῆς Χάλκης ἐδήλωσαν ὅτι δέχονται τὴν διάσκεψιν. xyxy=(1190,1392,1368,1457)
fair-badge-number: $28^\eta$ xyxy=(286,1962,331,1992)
section-title-announcements: ΠΡΟΣΚΗΣΕΙΣ xyxy=(7,1250,189,1279)
sermon-heading: ΘΕΙΟΝ ΚΗΡΥΓΜΑ xyxy=(253,920,364,935)
bottom-split xyxy=(1004,1480,1560,1825)
lead-kicker: Ὕποπτος ἡ δραστηριότης τοῦ κ. Πιπινέλη xyxy=(1024,10,1541,34)
engagements-text: Ὁ κ. καὶ ἡ κ. Χρῆστου Σταυροῦλα μὲ χαρὰ τοὺς ἀναγγέλλουν τοὺς ἀρραβῶνας τῆς κόρης τους Μυρίνας μετὰ τοῦ κ. Γεωργίου Τσιτσοπούλου. — Ὁ κ. Χρῆστος Σπ. Καραγκιόζης καὶ ἡ δ. Χρυσὰ Π. Κουζινούδη ἐμνηστεύθησαν ἐν Θεσσαλονίκῃ. xyxy=(7,65,203,129)
nameday-heading: Δὲν ἑορτάζουν xyxy=(7,218,129,236)
column-news-briefs xyxy=(797,0,996,2356)
ship-arrivals-label-2: ΠΛΟΙΩΝ xyxy=(470,25,534,40)
church-headline-line: κατὰ τῆς διασκέψεως Ρόδου xyxy=(1018,907,1546,947)
front-page-lead xyxy=(997,0,1568,2356)
funeral-text: Ὁ προσφιλὴς μας σύζυγος καὶ πατὴρ ΜΑΝΘΟΣ ΝΟΥΣΙΑΝ ἐτῶν 75 ἀπεβίωσεν. Ἡ κηδεία του ἐκ τοῦ ναοῦ Ἁγίας Σοφίας. xyxy=(414,690,591,723)
ship-arrivals-header xyxy=(414,4,591,45)
church-side-briefs xyxy=(1376,1092,1560,1473)
funeral-text: Ἡ προσφιλὴς μας σύζυγος, μήτηρ, ἀδελφὴ ΑΝΘΟΥΛΑ ΓΙΑΝΝΟΠΟΥΛΟΥ ἐτῶν 66 ἀπεβίωσεν. Ἡ κηδεία της γενήσεται σήμερον ὥραν 10 π.μ. ἐκ τοῦ ναοῦ Ἁγίου Γεωργίου. — Ἡ προσφιλὴς μας ΣΟΦΙΑ ΠΑΣΧΑΛΙΔΟΥ ἐτῶν 78. — Ὁ προσφιλὴς μας ΑΝΑΣΤΑΣΙΟΣ ΚΙΡΚΙΔΗΣ. xyxy=(414,610,591,686)
church-body-middle xyxy=(1190,1092,1367,1473)
cinemas-heading: ΟΙ ΚΙΝΗΜΑΤΟΓΡΑΦΟΙ xyxy=(627,157,767,172)
section-title-social: ΚΟΙΝΩΝΙΚΑ xyxy=(7,4,173,33)
lead-body-text: ΑΘΗΝΑΙ, 14. — Τοὺς φόβους ὅτι ἡ ἀνακίνησις τοῦ Βορειοηπειρωτικοῦ ζητήματος ἀποτελεῖ προπέτασμα καπνοῦ διὰ τὴν ἀπόκρυψιν προαποφασισμένων ὑποχωρήσεων ἔναντι τῆς Βουλγαρίας ἐκφράζει μὲ ἐρώτησίν του πρὸς τὸν πρωθυπουργὸν ὁ κ. Τσιριμῶκος. Ὁ κ. Τσιριμῶκος ὑπενθυμίζει ὅτι τὸ ζήτημα ἀπασχολεῖ τὴν κοινὴν γνώμην καὶ ζητεῖ νὰ πληροφορηθῇ ἐὰν ἀληθεύουν αἱ φῆμαι περὶ πιέσεων ὑπὸ τῶν Ἡνωμένων Πολιτειῶν. xyxy=(1004,447,1183,578)
article-text: ΚΩΝΣΤΑΝΤΙΝΟΥΠΟΛΙΣ, 14. — Κατὰ τηλεγράφημα ἐκ Φλωρεντίας, αἱ ἰταλικαὶ ἀρχαὶ κατέσχον χθὲς τὸ σοβιετικὸν ἐμπορικὸν πλοῖον «Ἀρχάγγελος» κατόπιν αἰτήσεως ἐπιδοτηθείσης ὑπὸ ἑταιρείας. xyxy=(804,308,989,363)
gifts-text: Εἰς τὸ φιλανθρωπικὸν ταμεῖον τῆς Μητροπόλεως Θεσσαλονίκης ἐδωρήθησαν δρχ. 500 ὑπὸ τῆς οἰκογενείας Γ. Γεωργιάδου εἰς μνήμην τοῦ προσφιλοῦς αὐτῶν. — Ὁ κ. καὶ ἡ κ. Βασιλείου Παπαμάρου ἐδώρησαν εἰς τὸ Παιδικὸν Ἄσυλον δρχ. 300. xyxy=(7,581,203,647)
side-headline: ΤΟ ΣΥΜΒΟΥΛΙΟΝ ΒΙΟΜΗΧΑΝΙΑΣ xyxy=(1414,1641,1526,1668)
photo-headline: ΑΦΡΙΚΑΝΟΙ ΓΕΩΠΟΝΟΙ ΕΙΣ ΘΕΣΣΑΛΟΝΙΚΗΝ xyxy=(1008,1482,1361,1500)
side-text: Τὴν πρωΐαν χθὲς ἐξώσθησαν ὀκτὼ οἰκογένειαι ἀπὸ τὰ παραπήγματα τῆς ὁδοῦ Λαγκαδᾶ. xyxy=(1380,1523,1560,1556)
lead-body-left xyxy=(1004,447,1182,787)
lead-body-text: Εἰς τὴν ἐρώτησιν σημειοῦται ὅτι ἡ κοινὴ γνώμη πρέπει νὰ κατατοπισθῇ πλήρως διὰ τὰς διαπραγματεύσεις καὶ νὰ μὴ τεθῇ πρὸ τετελεσμένων γεγονότων. Ἡ κυβέρνησις ὀφείλει νὰ δώσῃ σαφεῖς ἐξηγήσεις. xyxy=(1190,652,1368,717)
article-text: ΚΟΜΟΤΗΝΗ, 14. — Εἰς τὴν πόλιν ἐρρίφθησαν προκηρύξεις τῆς ΕΔΑ διὰ τῶν ὁποίων καλεῖται ὁ λαὸς εἰς ἐκδηλώσεις. xyxy=(804,641,989,673)
memorial-text: Τελοῦμεν σήμερον 9.30 π.μ. τριετὲς μνημόσυνον τοῦ ΙΩΑΝΝΟΥ ΖΑΠΑΡΤΑ. — Ἡ σύζυγος καὶ τὰ τέκνα. xyxy=(414,319,591,353)
side-text: Ἀπὸ τῆς Κυριακῆς ἐξαφανίσθη ἡ 16ετὴς Ἑβραιοπούλα ἡ ὁποία κατὰ πληροφορίας ἀπήχθη ἑκουσίως ὑπὸ νεαροῦ ἠλεκτρολόγου. xyxy=(1382,532,1560,575)
article-text: ΑΘΗΝΑΙ, 14. — Ἀρχίζει σήμερον ἡ μεγάλη ἄσκησις τοῦ ΝΑΤΟ εἰς τὴν περιοχὴν τῆς Ἀνατολικῆς Μεσογείου μὲ συμμετοχὴν ναυτικῶν καὶ ἀεροπορικῶν μονάδων. xyxy=(804,433,989,476)
weddings-text: Ὁ ΓΕΩΡΓΙΟΣ ΜΑΝΟΥΚΑΣ τοῦ Ἡλία καὶ ἡ ΕΛΕΝΗ ΣΟΥΡΗ. — Ὁ ΑΝΑΣΤΑΣΙΟΣ ΣΙΓΟΥΝΤΖΗΣ τοῦ Παντελῆ καὶ ἡ ΘΕΟΔΩΡΑ ΝΙΚΟΛΟΥΔΗ. xyxy=(218,662,399,706)
article-text: ΑΘΗΝΑΙ, 14. — Ἀνακοινοῦται ὅτι ἡ Δυτικὴ Γερμανία ἀπεφάσισε νὰ διακόψῃ τὴν εἰσαγωγὴν μήλων δευτέρας ποιότητος. xyxy=(804,996,989,1029)
church-body-text: ΑΘΗΝΑΙ, 14. — Ὁ Ἀρχιεπίσκοπος Χρυσόστομος, ὁμιλῶν εἰς τοὺς δημοσιογράφους, ἐδήλωσεν ὅτι ἡ Ἐκκλησία τῆς Ἑλλάδος ἐμμένει εἰς τὴν ἀπόφασίν της διὰ τὴν μὴ συμμετοχὴν εἰς τὴν διάσκεψιν τῆς Ρόδου. Ἡ Ἱερὰ Σύνοδος θὰ συνέλθῃ ἐκ νέου. xyxy=(1004,1241,1183,1317)
gifts-text: Ἡ οἰκογένεια Ἐσπασίδου καὶ Βασιλικῆς Κυριακίδου (Ἀμπελόκηποι) θὰ δεχθοῦν συγχαρητηρίους ἐπισκέψεις διὰ τὸν γάμον τῶν κατὰ τὴν 26 Σεπτεμβρίου εἰς τὴν οἰκίαν των. xyxy=(7,651,203,706)
weddings-text: Ὁ ΑΛΕΞΑΝΔΡΟΣ ΠΑΥΛΙΔΗΣ τοῦ Δανιήλ καὶ ἡ ΕΥΡΟΣΥΝΗ ΙΑΤΡΙΔΟΥ τοῦ Ἀναστασίου. — Ὁ ΓΕΩΡΓΙΟΣ ΞΕΝΑΚΗΣ τοῦ Μενελάου καὶ ἡ ΣΟΦΙΑ ΚΕΦΑΛΑ. — Ὁ ΣΠΥΡΙΔΩΝ ΒΛΑΧΟΣ καὶ ἡ ΖΩΓΡΑΦΙΑ ΝΤΑΣΙΟΥ. xyxy=(218,802,399,866)
article-text: ΑΘΗΝΑΙ, 14. — Ὁ πρωθυπουργὸς κ. Πιπινέλης ἐδέχθη χθὲς τὸν πρεσβευτὴν τῆς Τουρκίας. xyxy=(804,1154,989,1188)
memorial-text: Τελοῦμεν σήμερον 10.30 π.μ. εἰς τὸν ἱερὸν ναὸν Ὑπαπαντῆς ἐτήσιον μνημόσυνον τῆς ΕΛΕΩΝΟΡΑΣ ΔΙΝΑΙΝΑΚΟΥ. — Ἡ σύζυγος Ἐλευθερία. xyxy=(414,521,591,565)
bottom-side-briefs xyxy=(1373,1480,1560,1825)
article-text: ΒΑΡΣΟΒΙΑ, 14. — Ἐβραῖος ἀνέλαβε σημαντικὴν θέσιν εἰς τὴν κυβέρνησιν τῆς Πολωνίας. xyxy=(804,1082,989,1115)
fair-badge-line: ΕΚΘΕΣΙΣ xyxy=(571,1998,614,2009)
cartoon-box xyxy=(214,1901,792,2350)
memorial-text: Τελοῦμεν σήμερον 9.30 π.μ. εἰς τὸν ναὸν τῆς Ἀναλήψεως ἐξάμηνον μνημόσυνον τοῦ πολυαγαπημένου μας συζύγου καὶ πατρὸς ΧΑΡΑΛΑΜΠΟΥΣ ΦΥΔΑΝΟΓΛΟΥ. Ἡ σύζυγος Ἑλένη — Τὰ τέκνα. xyxy=(414,155,591,210)
church-body-text: ΑΘΗΝΑΙ, 14. — Ὁ Ἀρχιεπίσκοπος Χρυσόστομος, ὁμιλῶν εἰς τοὺς δημοσιογράφους, ἐδήλωσεν ὅτι ἡ Ἐκκλησία τῆς Ἑλλάδος ἐμμένει εἰς τὴν ἀπόφασίν της διὰ τὴν μὴ συμμετοχὴν εἰς τὴν διάσκεψιν τῆς Ρόδου. Ἡ Ἱερὰ Σύνοδος θὰ συνέλθῃ ἐκ νέου. xyxy=(1190,1160,1368,1237)
subheadline: ΜΕ ΣΥΜΜΕΤΟΧΗΝ ΚΑΙ ΕΛΛΗΝΩΝ ΚΑΙ ΤΟΥΡΚΩΝ xyxy=(807,408,986,430)
provinces-text: Α΄ ΠΡΟΒΟΛΗΣ — ΑΛΕΞΑΝΔΡΑ: Συνεδριάσεις ἑορταστικές. ΑΛΚΑΖΑΡ: «Μανία». ΕΛΛΗΝΙΣ: «Καπετὰν Φάντης Μπαστοῦνι». ΚΕΝΤΡΙΚΟΝ: «Ἡ λέξη κλειδί». ΠΑΛΛΑΣ: «Θανατηφόρος σκιά». ΤΙΤΑΝΙΑ: «Ὁ ἀγαπημένος ὑπηρέτης». xyxy=(606,748,789,812)
